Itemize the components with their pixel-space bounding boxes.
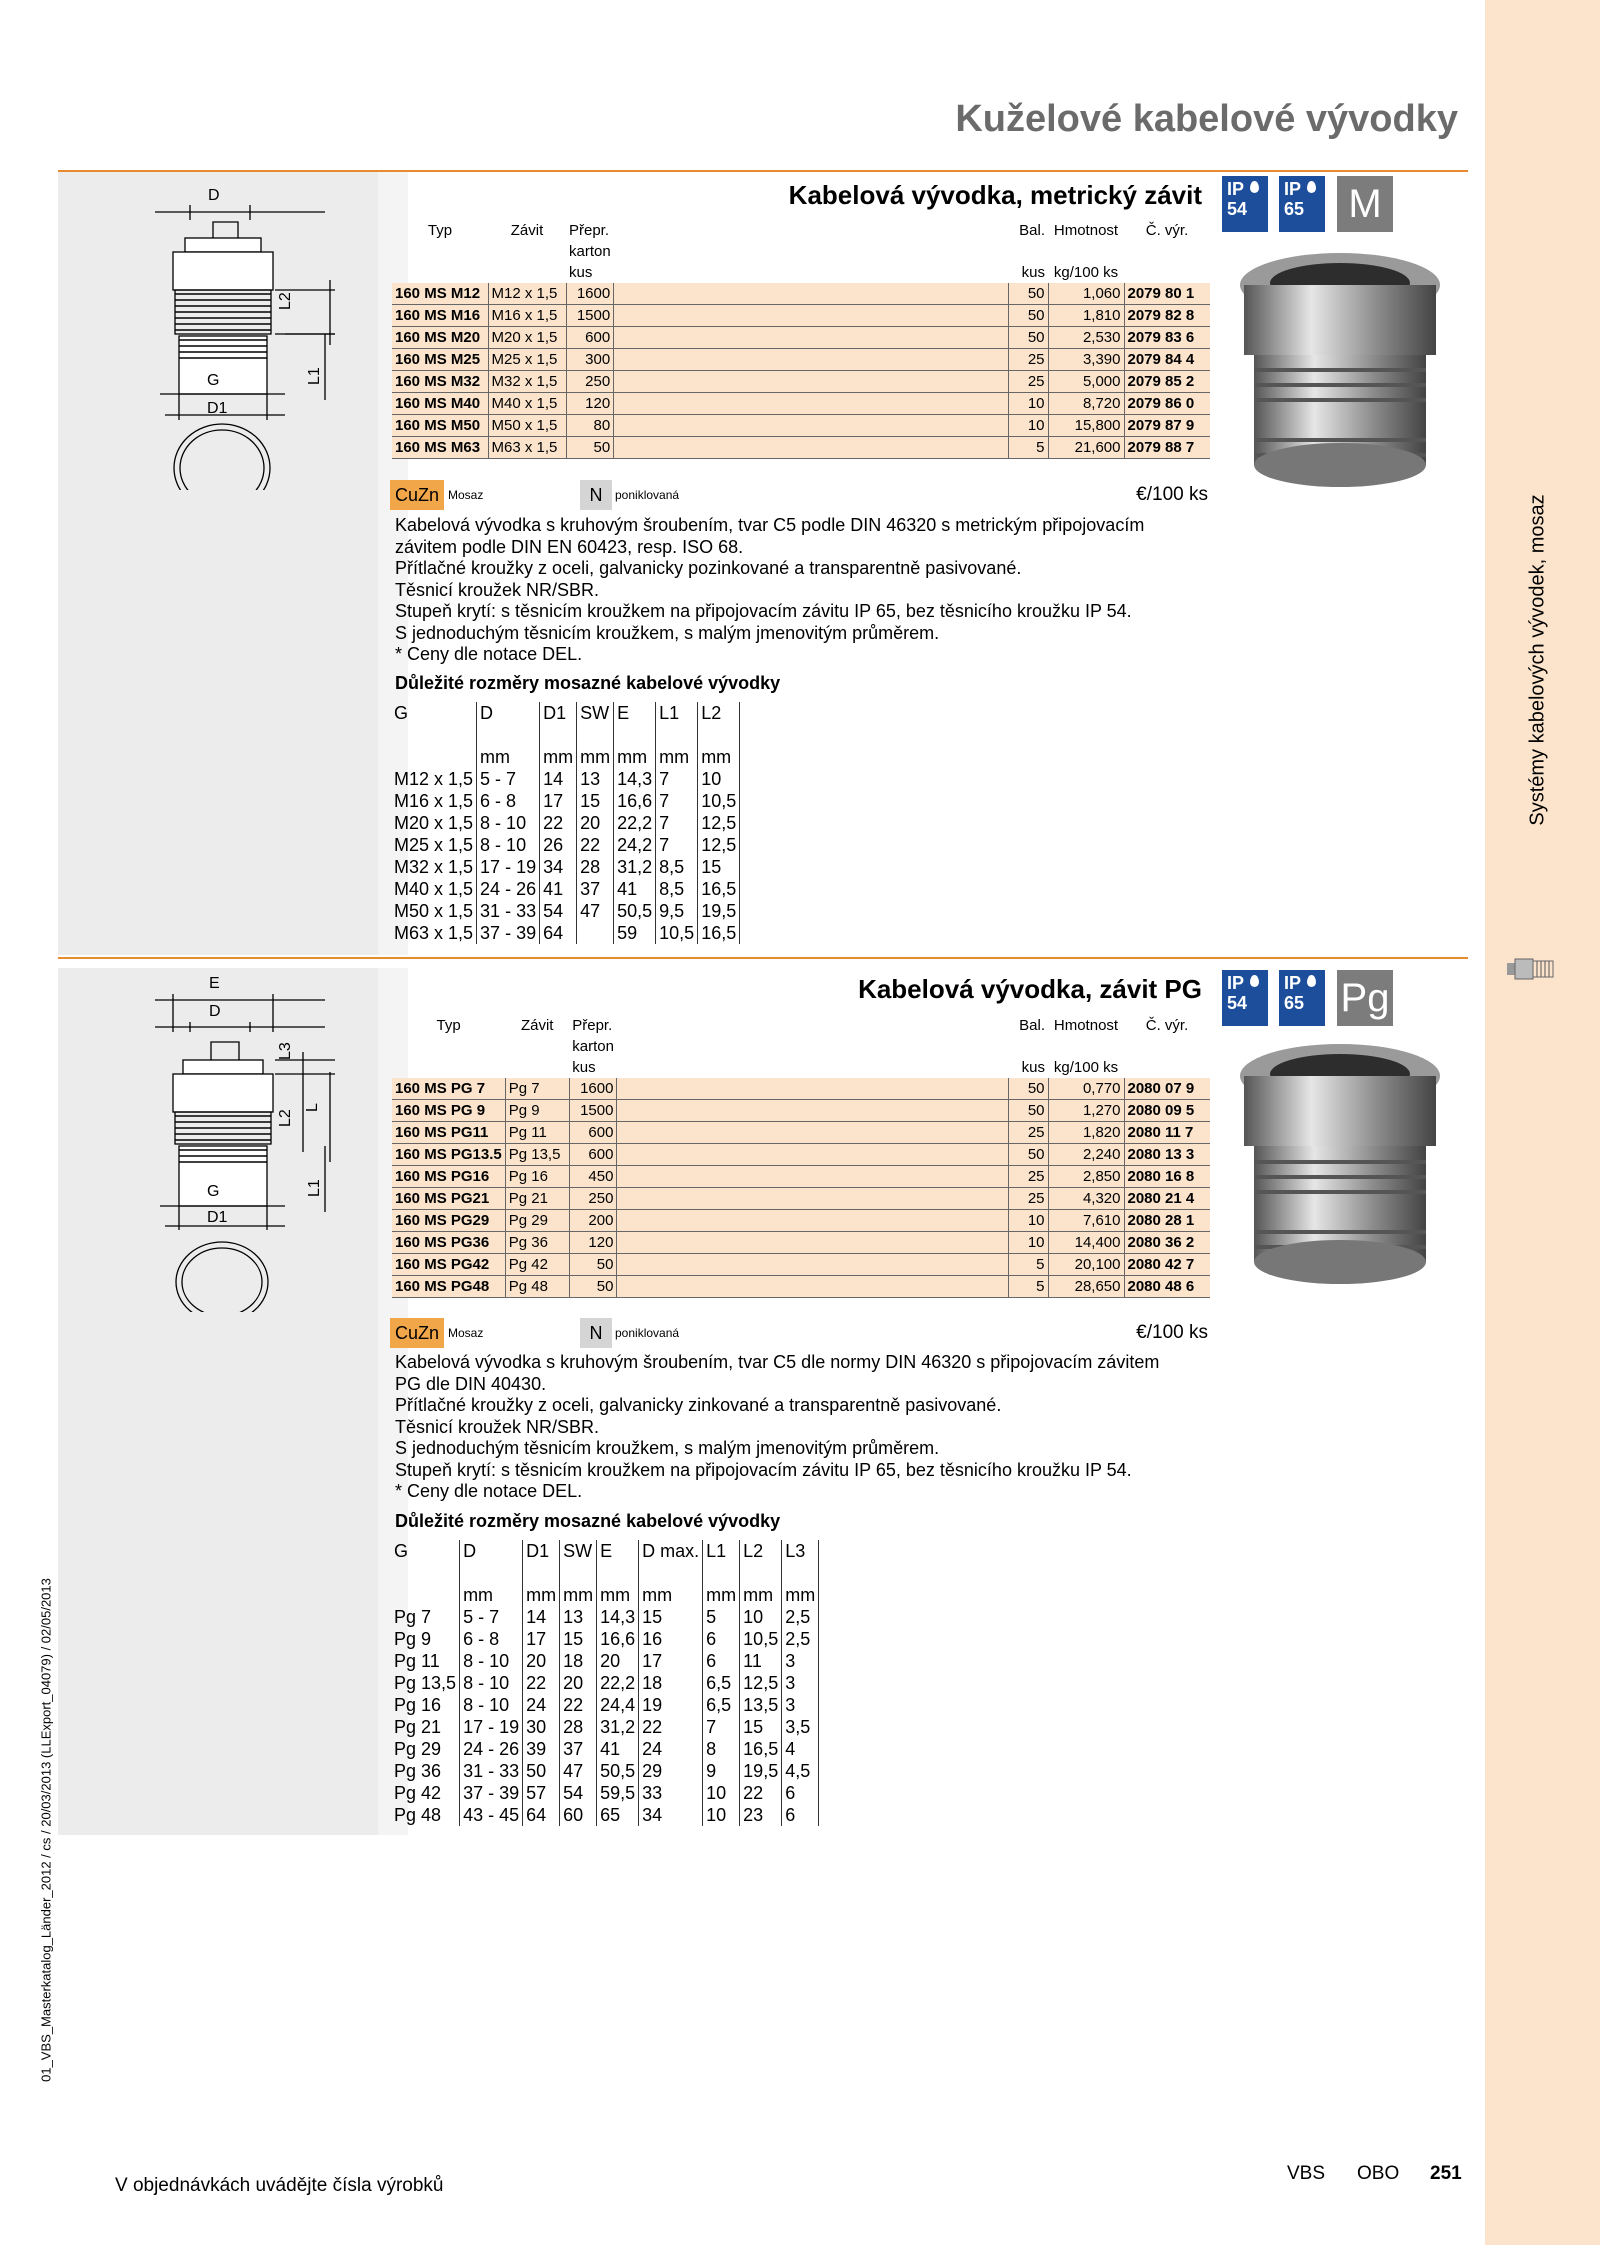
dims-title-metric: Důležité rozměry mosazné kabelové vývodky bbox=[395, 673, 781, 693]
order-row: 160 MS PG21 Pg 21 250 25 4,320 2080 21 4 bbox=[392, 1188, 1210, 1210]
dims-row: Pg 29 24 - 26 39 37 41 24 8 16,5 4 bbox=[391, 1738, 819, 1760]
dims-title-pg: Důležité rozměry mosazné kabelové vývodky bbox=[395, 1511, 781, 1531]
order-row: 160 MS PG16 Pg 16 450 25 2,850 2080 16 8 bbox=[392, 1166, 1210, 1188]
material-row-pg: CuZn Mosaz N poniklovaná bbox=[390, 1318, 1210, 1348]
dims-row: M32 x 1,5 17 - 19 34 28 31,2 8,5 15 bbox=[391, 856, 740, 878]
svg-text:D1: D1 bbox=[207, 1209, 228, 1226]
order-row: 160 MS PG48 Pg 48 50 5 28,650 2080 48 6 bbox=[392, 1276, 1210, 1298]
thread-type-badge: M bbox=[1337, 176, 1393, 232]
divider bbox=[58, 957, 1468, 959]
order-row: 160 MS M12 M12 x 1,5 1600 50 1,060 2079 80 1 bbox=[392, 283, 1210, 305]
order-row: 160 MS PG11 Pg 11 600 25 1,820 2080 11 7 bbox=[392, 1122, 1210, 1144]
n-tag: N bbox=[580, 1318, 612, 1348]
order-row: 160 MS M16 M16 x 1,5 1500 50 1,810 2079 82 8 bbox=[392, 305, 1210, 327]
dims-row: Pg 48 43 - 45 64 60 65 34 10 23 6 bbox=[391, 1804, 819, 1826]
svg-text:E: E bbox=[209, 975, 220, 992]
dims-row: Pg 16 8 - 10 24 22 24,4 19 6,5 13,5 3 bbox=[391, 1694, 819, 1716]
dims-units-row: mm mm mm mm mm mm mm mm bbox=[391, 1584, 819, 1606]
ip54-badge: IP 54 bbox=[1222, 970, 1268, 1026]
order-row: 160 MS PG13.5 Pg 13,5 600 50 2,240 2080 13 3 bbox=[392, 1144, 1210, 1166]
product-photo-pg bbox=[1232, 1040, 1452, 1290]
order-row: 160 MS M25 M25 x 1,5 300 25 3,390 2079 84 4 bbox=[392, 349, 1210, 371]
dims-row: M40 x 1,5 24 - 26 41 37 41 8,5 16,5 bbox=[391, 878, 740, 900]
order-table-metric: Typ Závit Přepr. karton kus Bal. kus Hmotnost kg/100 ks Č. výr. 160 MS M12 M12 x 1,5 1600 50 1,060 2079 80 1 160 MS M16 M16 x 1,5 1500 50 1,810 2079 82 8 160 MS M20 M20 x 1,5 600 50 2,530 2079 83 6 160 MS M25 M25 x 1,5 300 25 3,390 2079 84 4 160 MS M32 M32 x 1,5 250 25 5,000 2079 85 2 160 MS M40 M40 x 1,5 120 10 8,720 2079 86 0 160 MS M50 M50 x 1,5 80 10 15,800 2079 87 9 160 MS M63 M63 x 1,5 50 5 21,600 2079 88 7 bbox=[392, 220, 1210, 459]
description-pg: Kabelová vývodka s kruhovým šroubením, tvar C5 dle normy DIN 46320 s připojovacím závitem PG dle DIN 40430. Přítlačné kroužky z oceli, galvanicky zinkované a transparentně pasivované. Těsnicí kroužek NR/SBR. S jednoduchým těsnicím kroužkem, s malým jmenovitým průměrem. Stupeň krytí: s těsnicím kroužkem na připojovacím závitu IP 65, bez těsnicího kroužku IP 54. * Ceny dle notace DEL. bbox=[395, 1352, 1160, 1501]
page-title: Kuželové kabelové vývodky bbox=[955, 98, 1458, 140]
dims-units-row: mm mm mm mm mm mm bbox=[391, 746, 740, 768]
order-row: 160 MS M50 M50 x 1,5 80 10 15,800 2079 87 9 bbox=[392, 415, 1210, 437]
description-metric: Kabelová vývodka s kruhovým šroubením, tvar C5 podle DIN 46320 s metrickým připojovacím závitem podle DIN EN 60423, resp. ISO 68. Přítlačné kroužky z oceli, galvanicky pozinkované a transparentně pasivované. Těsnicí kroužek NR/SBR. Stupeň krytí: s těsnicím kroužkem na připojovacím závitu IP 65, bez těsnicího kroužku IP 54. S jednoduchým těsnicím kroužkem, s malým jmenovitým průměrem. * Ceny dle notace DEL. bbox=[395, 515, 1145, 664]
order-row: 160 MS PG42 Pg 42 50 5 20,100 2080 42 7 bbox=[392, 1254, 1210, 1276]
svg-text:L2: L2 bbox=[277, 1109, 294, 1127]
footer-note: V objednávkách uvádějte čísla výrobků bbox=[115, 2175, 444, 2196]
dims-row: Pg 13,5 8 - 10 22 20 22,2 18 6,5 12,5 3 bbox=[391, 1672, 819, 1694]
dims-header-row: G D D1 SW E L1 L2 bbox=[391, 702, 740, 746]
dims-row: Pg 11 8 - 10 20 18 20 17 6 11 3 bbox=[391, 1650, 819, 1672]
technical-drawing-pg bbox=[135, 972, 355, 1312]
sidebar-strip bbox=[1485, 0, 1600, 2245]
svg-text:L1: L1 bbox=[306, 367, 323, 385]
water-drop-icon bbox=[1250, 181, 1259, 193]
svg-text:D: D bbox=[209, 1003, 221, 1020]
footer-vbs: VBS bbox=[1287, 2163, 1326, 2184]
thread-type-badge: Pg bbox=[1337, 970, 1393, 1026]
ip65-badge: IP 65 bbox=[1279, 176, 1325, 232]
footer-obo: OBO bbox=[1357, 2163, 1400, 2184]
order-row: 160 MS M40 M40 x 1,5 120 10 8,720 2079 86 0 bbox=[392, 393, 1210, 415]
ip65-badge: IP 65 bbox=[1279, 970, 1325, 1026]
n-tag: N bbox=[580, 480, 612, 510]
svg-text:D1: D1 bbox=[207, 400, 228, 417]
page-number: 251 bbox=[1430, 2163, 1462, 2184]
dims-row: Pg 9 6 - 8 17 15 16,6 16 6 10,5 2,5 bbox=[391, 1628, 819, 1650]
cuzn-tag: CuZn bbox=[390, 1318, 444, 1348]
dims-row: M12 x 1,5 5 - 7 14 13 14,3 7 10 bbox=[391, 768, 740, 790]
price-unit: €/100 ks bbox=[1136, 484, 1208, 505]
order-table-pg: Typ Závit Přepr. karton kus Bal. kus Hmotnost kg/100 ks Č. výr. 160 MS PG 7 Pg 7 1600 50 0,770 2080 07 9 160 MS PG 9 Pg 9 1500 50 1,270 2080 09 5 160 MS PG11 Pg 11 600 25 1,820 2080 11 7 160 MS PG13.5 Pg 13,5 600 50 2,240 2080 13 3 160 MS PG16 Pg 16 450 25 2,850 2080 16 8 160 MS PG21 Pg 21 250 25 4,320 2080 21 4 160 MS PG29 Pg 29 200 10 7,610 2080 28 1 160 MS PG36 Pg 36 120 10 14,400 2080 36 2 160 MS PG42 Pg 42 50 5 20,100 2080 42 7 160 MS PG48 Pg 48 50 5 28,650 2080 48 6 bbox=[392, 1015, 1210, 1298]
cuzn-tag: CuZn bbox=[390, 480, 444, 510]
svg-text:L1: L1 bbox=[306, 1179, 323, 1197]
dims-row: Pg 36 31 - 33 50 47 50,5 29 9 19,5 4,5 bbox=[391, 1760, 819, 1782]
order-row: 160 MS PG36 Pg 36 120 10 14,400 2080 36 2 bbox=[392, 1232, 1210, 1254]
section-title-pg: Kabelová vývodka, závit PG bbox=[858, 974, 1202, 1004]
dims-row: Pg 42 37 - 39 57 54 59,5 33 10 22 6 bbox=[391, 1782, 819, 1804]
svg-text:D: D bbox=[208, 187, 220, 204]
water-drop-icon bbox=[1307, 975, 1316, 987]
dims-table-pg bbox=[391, 1540, 819, 1826]
order-row: 160 MS PG29 Pg 29 200 10 7,610 2080 28 1 bbox=[392, 1210, 1210, 1232]
ip54-badge: IP 54 bbox=[1222, 176, 1268, 232]
dims-header-row: G D D1 SW E D max. L1 L2 L3 bbox=[391, 1540, 819, 1584]
material-row-metric: CuZn Mosaz N poniklovaná bbox=[390, 480, 1210, 510]
technical-drawing-metric bbox=[135, 180, 355, 490]
order-row: 160 MS PG 7 Pg 7 1600 50 0,770 2080 07 9 bbox=[392, 1078, 1210, 1100]
dims-row: M50 x 1,5 31 - 33 54 47 50,5 9,5 19,5 bbox=[391, 900, 740, 922]
dims-row: M25 x 1,5 8 - 10 26 22 24,2 7 12,5 bbox=[391, 834, 740, 856]
dims-row: Pg 21 17 - 19 30 28 31,2 22 7 15 3,5 bbox=[391, 1716, 819, 1738]
dims-table-metric bbox=[391, 702, 740, 944]
dims-row: M63 x 1,5 37 - 39 64 59 10,5 16,5 bbox=[391, 922, 740, 944]
section-title-metric: Kabelová vývodka, metrický závit bbox=[788, 180, 1202, 210]
order-row: 160 MS M20 M20 x 1,5 600 50 2,530 2079 83 6 bbox=[392, 327, 1210, 349]
order-row: 160 MS PG 9 Pg 9 1500 50 1,270 2080 09 5 bbox=[392, 1100, 1210, 1122]
svg-text:L3: L3 bbox=[277, 1042, 294, 1060]
price-unit: €/100 ks bbox=[1136, 1322, 1208, 1343]
svg-text:G: G bbox=[207, 1183, 220, 1200]
product-photo-metric bbox=[1232, 245, 1452, 495]
dims-row: Pg 7 5 - 7 14 13 14,3 15 5 10 2,5 bbox=[391, 1606, 819, 1628]
gland-thumbnail-icon bbox=[1507, 955, 1559, 983]
svg-text:G: G bbox=[207, 372, 220, 389]
svg-text:L: L bbox=[304, 1103, 321, 1112]
dims-row: M16 x 1,5 6 - 8 17 15 16,6 7 10,5 bbox=[391, 790, 740, 812]
water-drop-icon bbox=[1250, 975, 1259, 987]
svg-text:L2: L2 bbox=[277, 292, 294, 310]
water-drop-icon bbox=[1307, 181, 1316, 193]
dims-row: M20 x 1,5 8 - 10 22 20 22,2 7 12,5 bbox=[391, 812, 740, 834]
order-row: 160 MS M32 M32 x 1,5 250 25 5,000 2079 85 2 bbox=[392, 371, 1210, 393]
order-row: 160 MS M63 M63 x 1,5 50 5 21,600 2079 88 7 bbox=[392, 437, 1210, 459]
